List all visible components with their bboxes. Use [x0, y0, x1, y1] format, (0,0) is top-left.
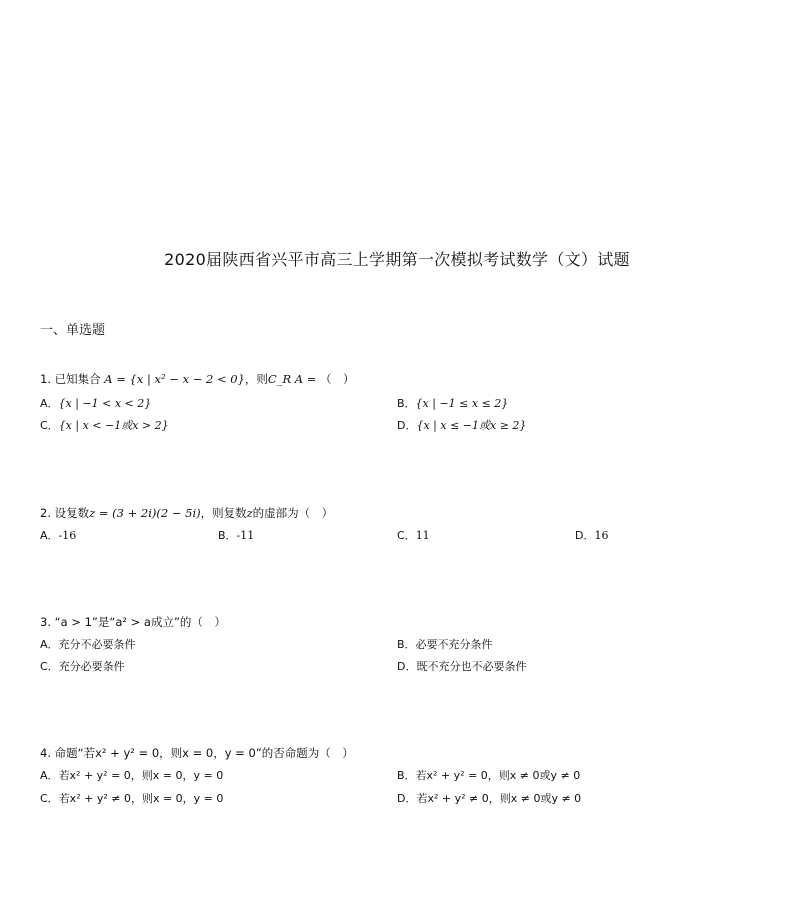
question-1-stem	[40, 371, 355, 387]
question-3-option-c	[40, 659, 125, 675]
question-4-option-d	[397, 791, 581, 807]
question-1-option-c	[40, 418, 169, 434]
option-text: 若x² + y² = 0，则x ≠ 0或y ≠ 0	[415, 769, 581, 782]
option-label: A．	[40, 638, 59, 651]
question-text: 设复数	[54, 506, 90, 520]
variable-z: z	[246, 506, 253, 520]
question-4-option-b	[397, 768, 580, 784]
question-3-option-b	[397, 637, 493, 653]
question-1-option-a	[40, 396, 151, 412]
question-text: ，则复数	[200, 506, 247, 520]
document-title: 2020届陕西省兴平市高三上学期第一次模拟考试数学（文）试题	[164, 250, 630, 269]
complement-expression: C_R A =	[267, 372, 317, 386]
question-1-option-b	[397, 396, 508, 412]
option-text: {x | x ≤ −1或x ≥ 2}	[416, 419, 527, 432]
answer-blank: （ ）	[320, 372, 355, 386]
option-text: 充分不必要条件	[58, 638, 136, 651]
option-label: C．	[40, 792, 59, 805]
option-label: B．	[397, 769, 416, 782]
option-label: D．	[397, 660, 417, 673]
option-label: B．	[397, 638, 416, 651]
complex-expression: z = (3 + 2i)(2 − 5i)	[89, 506, 201, 520]
option-text: {x | −1 ≤ x ≤ 2}	[415, 397, 509, 410]
question-2-option-d	[575, 528, 608, 544]
option-text: 若x² + y² = 0，则x = 0，y = 0	[58, 769, 224, 782]
question-2-option-a	[40, 528, 76, 544]
question-1-option-d	[397, 418, 526, 434]
option-label: C．	[40, 419, 59, 432]
option-label: C．	[397, 529, 416, 542]
option-text: 必要不充分条件	[415, 638, 493, 651]
question-text: 的虚部为（ ）	[252, 506, 334, 520]
option-text: {x | −1 < x < 2}	[58, 397, 152, 410]
question-text: 命题“若x² + y² = 0，则x = 0，y = 0”的否命题为（ ）	[54, 746, 354, 760]
option-text: 既不充分也不必要条件	[416, 660, 527, 673]
option-label: A．	[40, 769, 59, 782]
question-3-stem	[40, 614, 226, 630]
question-2-option-b	[218, 528, 254, 544]
option-text: {x | x < −1或x > 2}	[58, 419, 169, 432]
question-text: 已知集合	[54, 372, 101, 386]
option-label: C．	[40, 660, 59, 673]
option-text: 16	[594, 529, 609, 542]
question-text: ，则	[244, 372, 268, 386]
question-number: 1.	[40, 372, 51, 386]
option-label: A．	[40, 529, 59, 542]
question-number: 4.	[40, 746, 51, 760]
option-text: 若x² + y² ≠ 0，则x ≠ 0或y ≠ 0	[416, 792, 582, 805]
question-text: “a > 1”是“a² > a成立”的（ ）	[54, 615, 226, 629]
option-label: D．	[397, 419, 417, 432]
question-2-stem	[40, 505, 333, 521]
question-number: 2.	[40, 506, 51, 520]
option-label: A．	[40, 397, 59, 410]
option-text: 11	[415, 529, 430, 542]
option-text: 充分必要条件	[58, 660, 125, 673]
option-label: D．	[397, 792, 417, 805]
question-3-option-d	[397, 659, 526, 675]
question-4-option-a	[40, 768, 223, 784]
option-text: -11	[236, 529, 255, 542]
option-text: 若x² + y² ≠ 0，则x = 0，y = 0	[58, 792, 224, 805]
question-4-stem	[40, 745, 354, 761]
option-label: B．	[397, 397, 416, 410]
option-text: -16	[58, 529, 77, 542]
question-2-option-c	[397, 528, 430, 544]
question-4-option-c	[40, 791, 223, 807]
question-number: 3.	[40, 615, 51, 629]
option-label: D．	[575, 529, 595, 542]
section-heading: 一、单选题	[40, 323, 106, 338]
set-a-expression: A = {x | x² − x − 2 < 0}	[104, 372, 245, 386]
option-label: B．	[218, 529, 237, 542]
question-3-option-a	[40, 637, 136, 653]
